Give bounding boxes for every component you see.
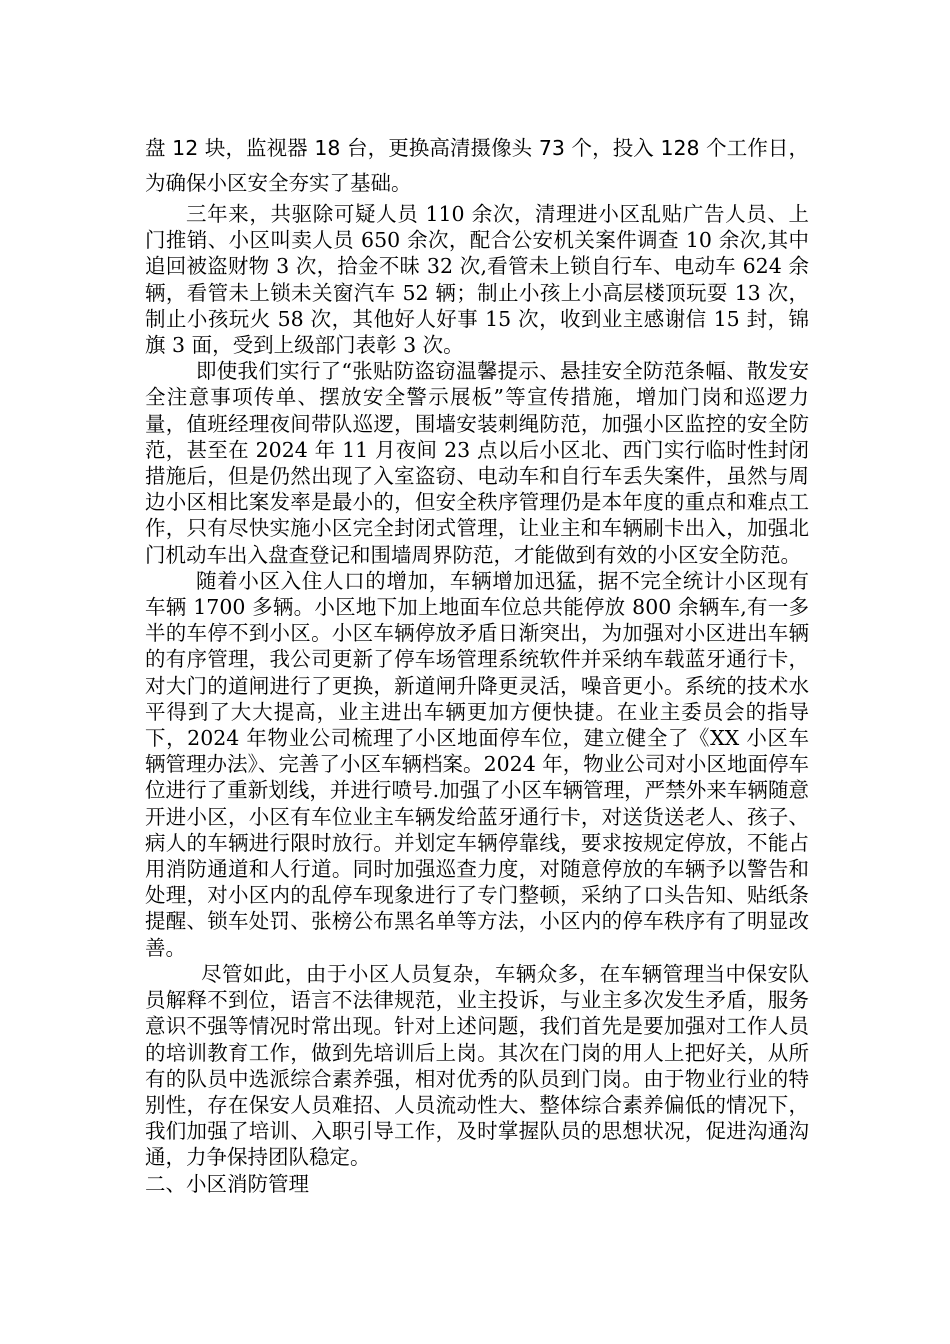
paragraph-security-measures: 即使我们实行了“张贴防盗窃温馨提示、悬挂安全防范条幅、散发安全注意事项传单、摆放安全警示展板”等宣传措施，增加门岗和巡逻力量，值班经理夜间带队巡逻，围墙安装刺绳防范，加强小区监控的安全防范，甚至在 2024 年 11 月夜间 23 点以后小区北、西门实行临时性封闭措施后，但是仍然出现了入室盗窃、电动车和自行车丢失案件，虽然与周边小区相比案发率是最小的，但安全秩序管理仍是本年度的重点和难点工作，只有尽快实施小区完全封闭式管理，让业主和车辆刷卡出入，加强北门机动车出入盘查登记和围墙周界防范，才能做到有效的小区安全防范。: [145, 359, 809, 567]
paragraph-continuation: 盘 12 块，监视器 18 台，更换高清摄像头 73 个，投入 128 个工作日，为确保小区安全夯实了基础。: [145, 136, 809, 195]
paragraph-staff-training: 尽管如此，由于小区人员复杂，车辆众多，在车辆管理当中保安队员解释不到位，语言不法律规范，业主投诉，与业主多次发生矛盾，服务意识不强等情况时常出现。针对上述问题，我们首先是要加强对工作人员的培训教育工作，做到先培训后上岗。其次在门岗的用人上把好关，从所有的队员中选派综合素养强，相对优秀的队员到门岗。由于物业行业的特别性，存在保安人员难招、人员流动性大、整体综合素养偏低的情况下，我们加强了培训、入职引导工作，及时掌握队员的思想状况，促进沟通沟通，力争保持团队稳定。: [145, 961, 809, 1170]
section-heading: 二、小区消防管理: [145, 1171, 309, 1196]
paragraph-vehicle-management: 随着小区入住人口的增加，车辆增加迅猛，据不完全统计小区现有车辆 1700 多辆。小区地下加上地面车位总共能停放 800 余辆车,有一多半的车停不到小区。小区车辆停放矛盾日渐突出，为加强对小区进出车辆的有序管理，我公司更新了停车场管理系统软件并采纳车载蓝牙通行卡，对大门的道闸进行了更换，新道闸升降更灵活，噪音更小。系统的技术水平得到了大大提高，业主进出车辆更加方便快捷。在业主委员会的指导下，2024 年物业公司梳理了小区地面停车位，建立健全了《XX 小区车辆管理办法》、完善了小区车辆档案。2024 年，物业公司对小区地面停车位进行了重新划线，并进行喷号.加强了小区车辆管理，严禁外来车辆随意开进小区，小区有车位业主车辆发给蓝牙通行卡，对送货送老人、孩子、病人的车辆进行限时放行。并划定车辆停靠线，要求按规定停放，不能占用消防通道和人行道。同时加强巡查力度，对随意停放的车辆予以警告和处理，对小区内的乱停车现象进行了专门整顿，采纳了口头告知、贴纸条提醒、锁车处罚、张榜公布黑名单等方法，小区内的停车秩序有了明显改善。: [145, 568, 809, 960]
document-body: [145, 131, 809, 1197]
paragraph-security-statistics: 三年来，共驱除可疑人员 110 余次，清理进小区乱贴广告人员、上门推销、小区叫卖人员 650 余次，配合公安机关案件调查 10 余次,其中追回被盗财物 3 次，拾金不昧 32 次,看管未上锁自行车、电动车 624 余辆，看管未上锁未关窗汽车 52 辆；制止小孩上小高层楼顶玩耍 13 次，制止小孩玩火 58 次，其他好人好事 15 次，收到业主感谢信 15 封，锦旗 3 面，受到上级部门表彰 3 次。: [145, 202, 809, 358]
